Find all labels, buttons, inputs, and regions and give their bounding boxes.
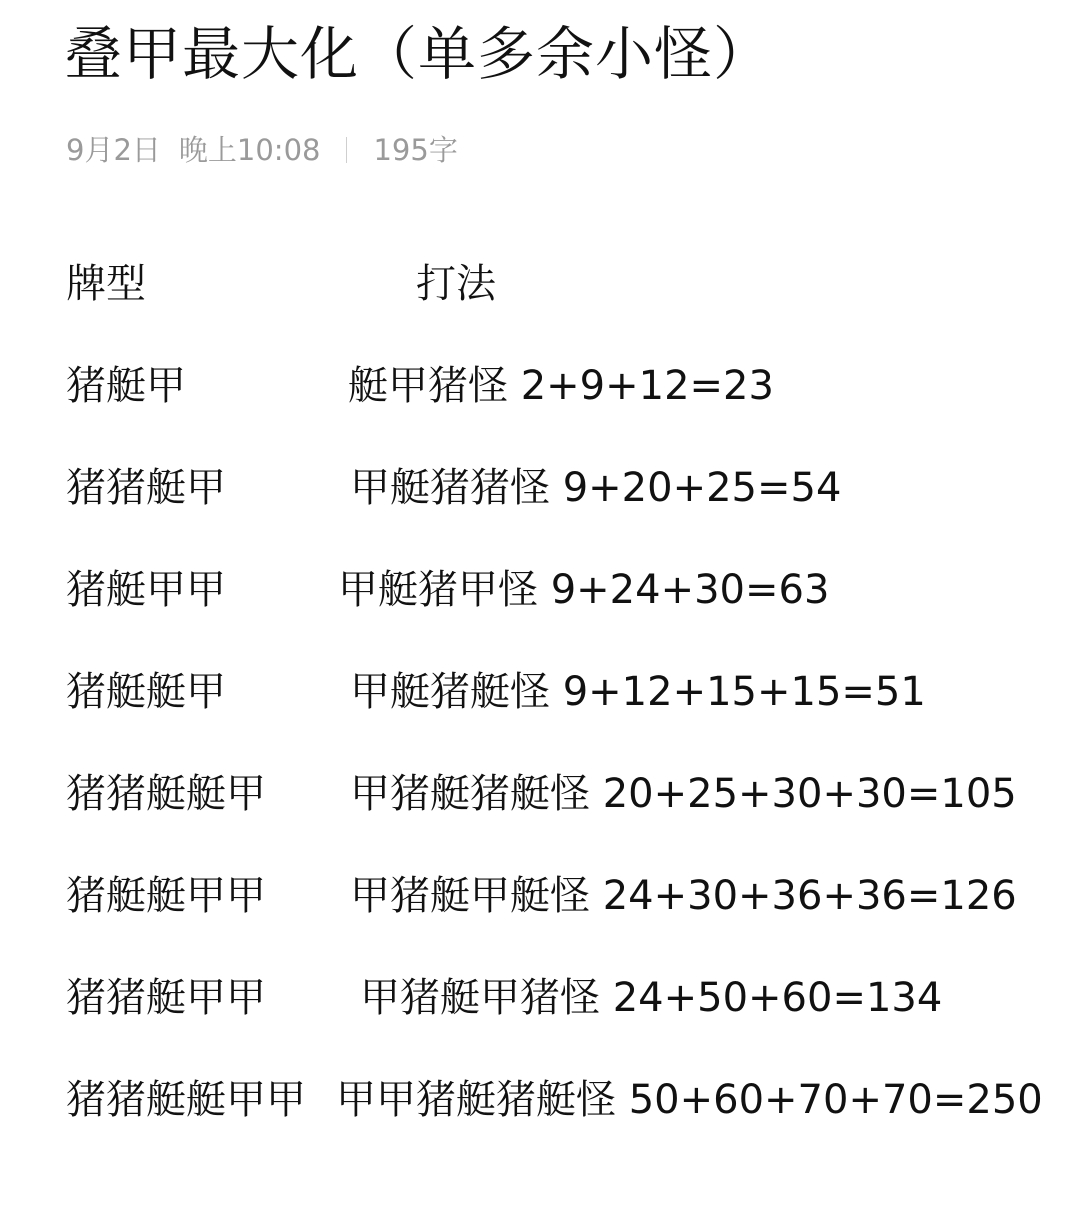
- note-meta: [66, 128, 458, 172]
- row-play: 甲甲猪艇猪艇怪 50+60+70+70=250: [336, 1077, 1043, 1123]
- header-play: 打法: [416, 261, 496, 307]
- note-title: 叠甲最大化（单多余小怪）: [64, 20, 773, 88]
- meta-divider: [346, 137, 347, 163]
- row-play: 艇甲猪怪 2+9+12=23: [348, 363, 774, 409]
- row-type: 猪艇甲: [66, 363, 186, 409]
- note-time: 晚上10:08: [178, 133, 321, 167]
- row-play: 甲猪艇甲猪怪 24+50+60=134: [360, 975, 943, 1021]
- note-word-count: 195字: [373, 133, 458, 167]
- note-date: 9月2日: [66, 133, 161, 167]
- row-play: 甲艇猪甲怪 9+24+30=63: [338, 567, 830, 613]
- row-play: 甲猪艇甲艇怪 24+30+36+36=126: [350, 873, 1017, 919]
- row-type: 猪猪艇艇甲: [66, 771, 266, 817]
- header-type: 牌型: [66, 261, 146, 307]
- row-type: 猪猪艇甲甲: [66, 975, 266, 1021]
- row-play: 甲猪艇猪艇怪 20+25+30+30=105: [350, 771, 1017, 817]
- row-type: 猪猪艇艇甲甲: [66, 1077, 306, 1123]
- row-type: 猪艇艇甲: [66, 669, 226, 715]
- row-play: 甲艇猪猪怪 9+20+25=54: [350, 465, 842, 511]
- row-type: 猪艇艇甲甲: [66, 873, 266, 919]
- row-type: 猪艇甲甲: [66, 567, 226, 613]
- row-type: 猪猪艇甲: [66, 465, 226, 511]
- row-play: 甲艇猪艇怪 9+12+15+15=51: [350, 669, 926, 715]
